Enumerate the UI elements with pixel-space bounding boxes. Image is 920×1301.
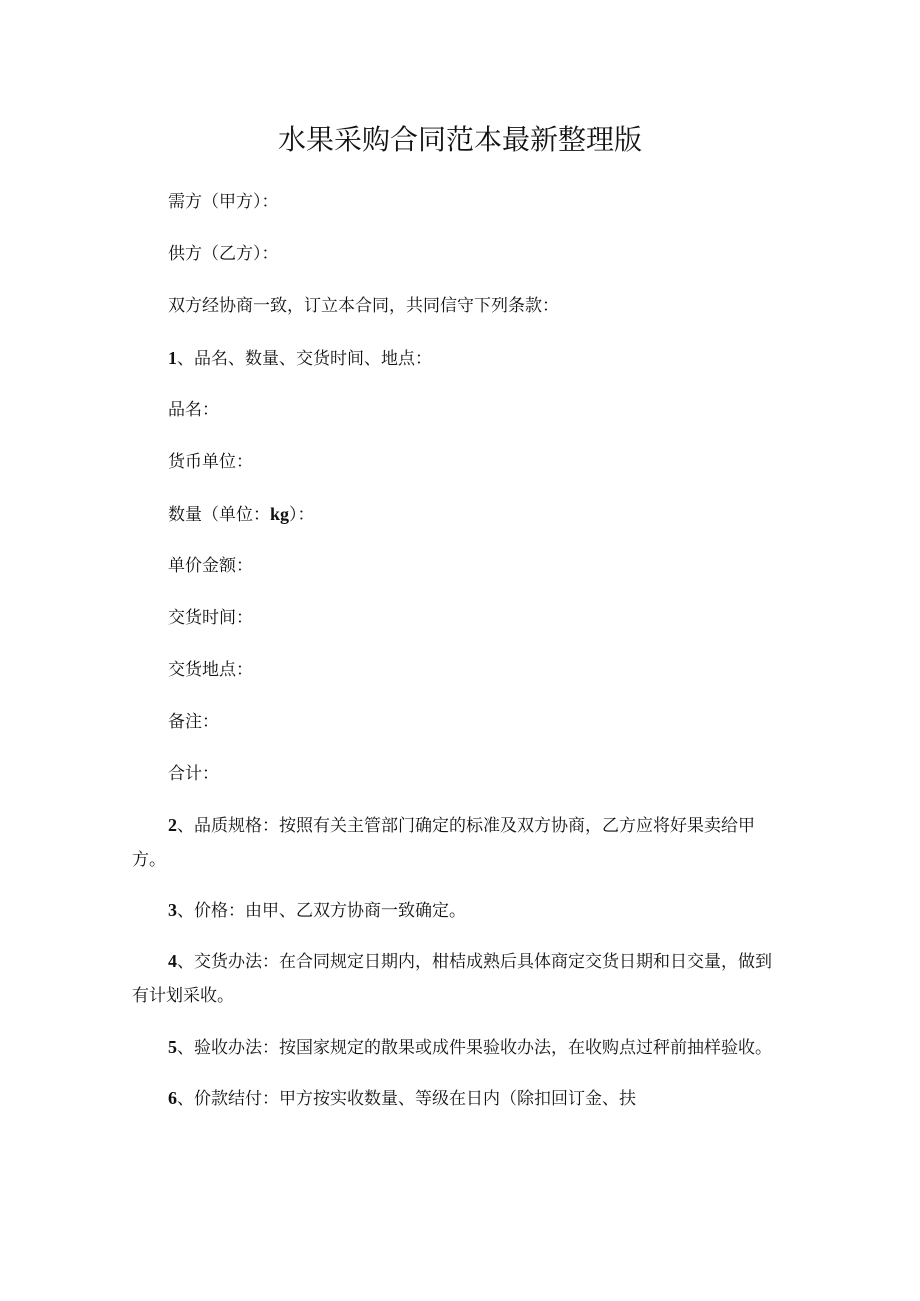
clause-2 xyxy=(132,808,782,877)
field-delivery-time: 交货时间： xyxy=(168,608,253,628)
clause-2-text: 、品质规格：按照有关主管部门确定的标准及双方协商，乙方应将好果卖给甲方。 xyxy=(132,816,755,870)
clause-3-text: 、价格：由甲、乙双方协商一致确定。 xyxy=(177,901,466,921)
buyer-label: 需方（甲方）： xyxy=(168,192,279,212)
clause-2-number: 2 xyxy=(168,815,177,835)
document-title: 水果采购合同范本最新整理版 xyxy=(277,123,642,156)
clause-4-number: 4 xyxy=(168,951,177,971)
clause-6-text: 、价款结付：甲方按实收数量、等级在日内（除扣回订金、扶 xyxy=(177,1089,636,1109)
clause-5 xyxy=(132,1030,782,1065)
intro-text: 双方经协商一致，订立本合同，共同信守下列条款： xyxy=(168,296,559,316)
clause-1-number: 1 xyxy=(168,348,177,368)
seller-label: 供方（乙方）： xyxy=(168,244,279,264)
clause-1-text: 、品名、数量、交货时间、地点： xyxy=(177,349,432,369)
field-total: 合计： xyxy=(168,764,219,784)
field-remarks: 备注： xyxy=(168,712,219,732)
clause-4 xyxy=(132,944,782,1013)
field-delivery-place: 交货地点： xyxy=(168,660,253,680)
clause-4-text: 、交货办法：在合同规定日期内，柑桔成熟后具体商定交货日期和日交量，做到有计划采收。 xyxy=(132,952,772,1006)
clause-6 xyxy=(132,1081,782,1116)
field-product-name: 品名： xyxy=(168,400,219,420)
field-quantity xyxy=(168,501,315,528)
field-unit-price: 单价金额： xyxy=(168,556,253,576)
field-currency-unit: 货币单位： xyxy=(168,452,253,472)
clause-1-heading xyxy=(168,345,432,372)
clause-3 xyxy=(132,893,782,928)
clause-5-number: 5 xyxy=(168,1037,177,1057)
clause-5-text: 、验收办法：按国家规定的散果或成件果验收办法，在收购点过秤前抽样验收。 xyxy=(177,1038,772,1058)
field-quantity-unit: kg xyxy=(270,504,290,524)
clause-3-number: 3 xyxy=(168,900,177,920)
clause-6-number: 6 xyxy=(168,1088,177,1108)
field-quantity-suffix: ）： xyxy=(289,505,315,525)
field-quantity-prefix: 数量（单位： xyxy=(168,505,270,525)
